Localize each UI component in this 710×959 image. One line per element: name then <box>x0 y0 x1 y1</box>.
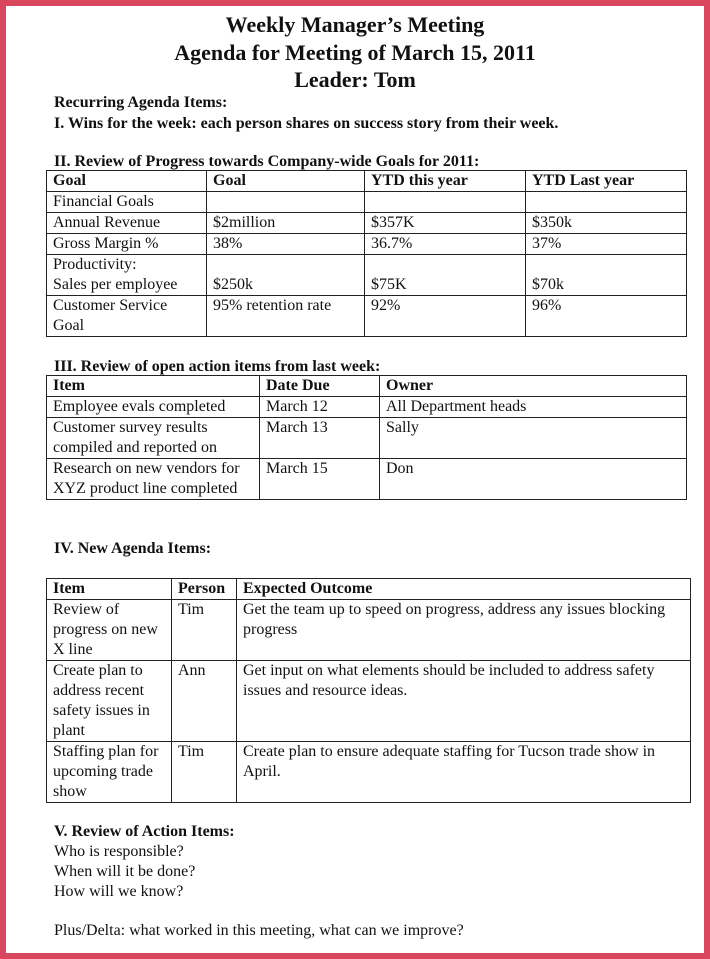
column-header: YTD Last year <box>526 171 687 192</box>
table-cell <box>365 255 526 296</box>
table-cell <box>526 192 687 213</box>
table-cell <box>526 255 687 296</box>
action-items-heading: III. Review of open action items from last week: <box>54 358 381 375</box>
table-cell: Customer survey results compiled and reported on <box>47 418 260 459</box>
action-items-table <box>46 375 687 500</box>
cell-text: $250k <box>213 276 253 293</box>
table-cell: 92% <box>365 296 526 337</box>
table-cell: March 12 <box>260 397 380 418</box>
table-row <box>47 255 687 296</box>
productivity-label: Productivity: <box>53 256 137 273</box>
table-cell: Gross Margin % <box>47 234 207 255</box>
column-header: YTD this year <box>365 171 526 192</box>
table-cell: Annual Revenue <box>47 213 207 234</box>
new-items-table <box>46 578 691 803</box>
sales-label: Sales per employee <box>53 276 178 293</box>
table-row <box>47 742 691 803</box>
column-header: Item <box>47 579 172 600</box>
table-cell: March 13 <box>260 418 380 459</box>
table-cell: 38% <box>207 234 365 255</box>
table-cell: Create plan to ensure adequate staffing for Tucson trade show in April. <box>237 742 691 803</box>
column-header: Goal <box>207 171 365 192</box>
table-cell: Sally <box>380 418 687 459</box>
goals-table <box>46 170 687 337</box>
new-items-heading: IV. New Agenda Items: <box>54 540 212 557</box>
column-header: Item <box>47 376 260 397</box>
table-cell <box>365 192 526 213</box>
column-header: Owner <box>380 376 687 397</box>
column-header: Person <box>172 579 237 600</box>
table-cell: $2million <box>207 213 365 234</box>
table-cell: March 15 <box>260 459 380 500</box>
table-cell: Tim <box>172 742 237 803</box>
table-row <box>47 459 687 500</box>
table-cell: Ann <box>172 661 237 742</box>
table-row <box>47 296 687 337</box>
table-cell: 96% <box>526 296 687 337</box>
table-header-row <box>47 171 687 192</box>
table-cell <box>207 192 365 213</box>
column-header: Goal <box>47 171 207 192</box>
table-row <box>47 213 687 234</box>
table-cell: Customer Service Goal <box>47 296 207 337</box>
table-cell <box>47 255 207 296</box>
table-cell: 95% retention rate <box>207 296 365 337</box>
table-row <box>47 661 691 742</box>
column-header: Expected Outcome <box>237 579 691 600</box>
table-cell: Research on new vendors for XYZ product line completed <box>47 459 260 500</box>
review-line: Who is responsible? <box>54 843 184 860</box>
table-cell: 37% <box>526 234 687 255</box>
cell-text: $70k <box>532 276 564 293</box>
table-row <box>47 600 691 661</box>
table-cell: Create plan to address recent safety issues in plant <box>47 661 172 742</box>
table-cell: Staffing plan for upcoming trade show <box>47 742 172 803</box>
meeting-leader: Leader: Tom <box>294 67 416 92</box>
review-line: How will we know? <box>54 883 184 900</box>
table-cell: Tim <box>172 600 237 661</box>
table-cell: Review of progress on new X line <box>47 600 172 661</box>
document-subtitle: Agenda for Meeting of March 15, 2011 <box>174 40 536 65</box>
table-cell: Employee evals completed <box>47 397 260 418</box>
review-heading: V. Review of Action Items: <box>54 823 235 840</box>
table-row <box>47 418 687 459</box>
table-cell: 36.7% <box>365 234 526 255</box>
table-cell: Get the team up to speed on progress, address any issues blocking progress <box>237 600 691 661</box>
table-header-row <box>47 376 687 397</box>
document-title: Weekly Manager’s Meeting <box>225 12 485 37</box>
table-cell: All Department heads <box>380 397 687 418</box>
table-cell: $357K <box>365 213 526 234</box>
plus-delta-note: Plus/Delta: what worked in this meeting, what can we improve? <box>54 922 464 939</box>
table-cell: Financial Goals <box>47 192 207 213</box>
table-header-row <box>47 579 691 600</box>
wins-item: I. Wins for the week: each person shares on success story from their week. <box>54 115 559 132</box>
table-cell: Get input on what elements should be included to address safety issues and resource ideas. <box>237 661 691 742</box>
table-row <box>47 234 687 255</box>
review-line: When will it be done? <box>54 863 196 880</box>
recurring-heading: Recurring Agenda Items: <box>54 94 228 111</box>
table-cell: Don <box>380 459 687 500</box>
column-header: Date Due <box>260 376 380 397</box>
table-cell: $350k <box>526 213 687 234</box>
table-row <box>47 397 687 418</box>
table-cell <box>207 255 365 296</box>
goals-heading: II. Review of Progress towards Company-wide Goals for 2011: <box>54 153 480 170</box>
cell-text: $75K <box>371 276 407 293</box>
table-row <box>47 192 687 213</box>
